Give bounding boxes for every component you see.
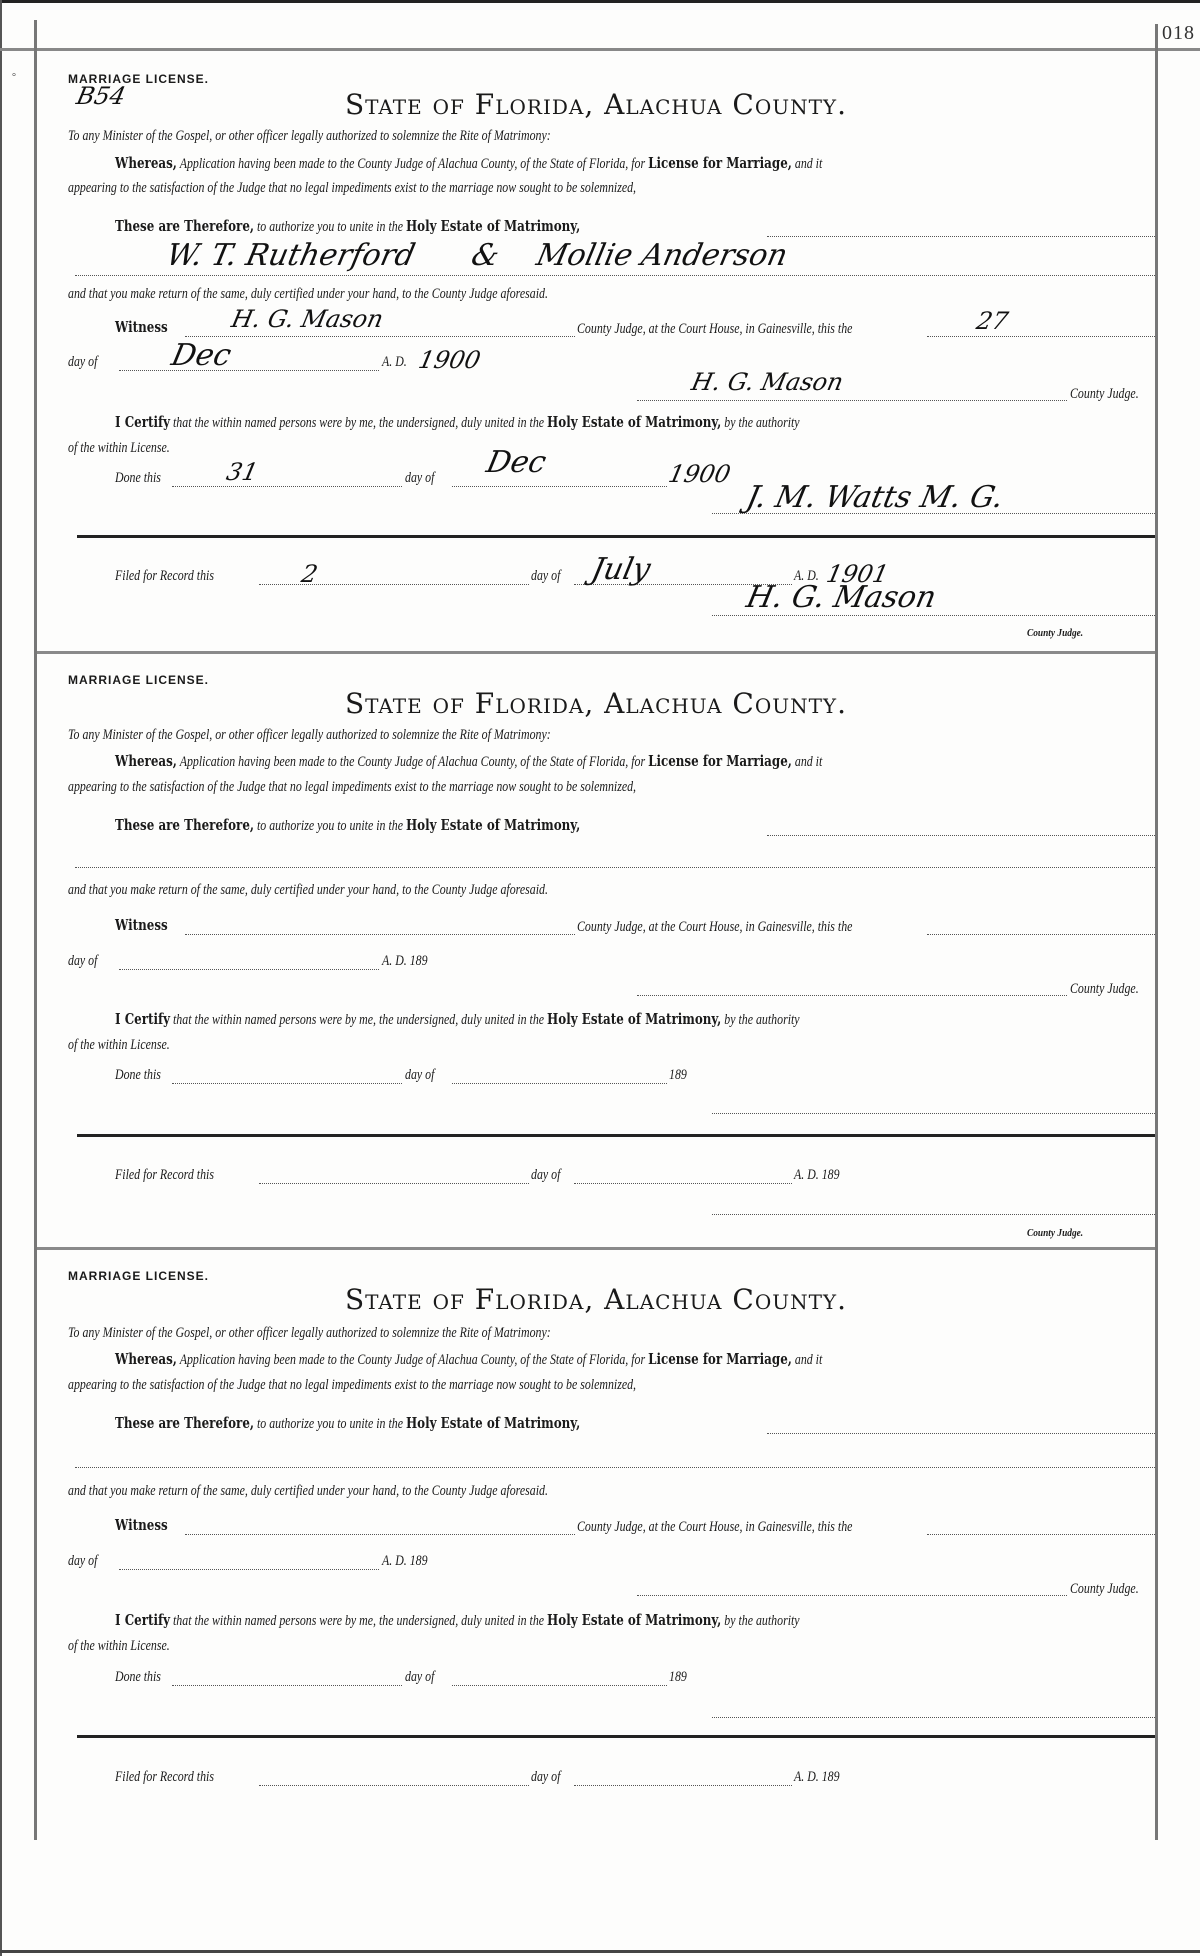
done-this-label: Done this — [115, 1067, 161, 1083]
filed-for-record-label: Filed for Record this — [115, 1769, 214, 1785]
whereas-label: Whereas, — [115, 155, 177, 172]
witness-label-wrap — [115, 1517, 168, 1535]
section-divider — [37, 1247, 1155, 1250]
witness-field-line[interactable] — [185, 1534, 575, 1535]
section-thick-rule — [77, 1735, 1155, 1738]
issue-month-field-line — [119, 370, 379, 371]
issue-month-field-line[interactable] — [119, 969, 379, 970]
these-text: to authorize you to unite in the — [257, 1416, 403, 1432]
done-year-label: 189 — [669, 1067, 687, 1083]
certify-text: that the within named persons were by me, the undersigned, duly united in the — [173, 1613, 545, 1629]
license-number: B54 — [74, 82, 129, 110]
whereas-line — [115, 753, 822, 771]
whereas-label: Whereas, — [115, 753, 177, 770]
done-day-of-label: day of — [405, 1067, 435, 1083]
license-header-label: MARRIAGE LICENSE. — [68, 1269, 210, 1283]
names-field-line-1[interactable] — [767, 1433, 1155, 1434]
license-title: State of Florida, Alachua County. — [344, 1283, 848, 1316]
done-day-field-line[interactable] — [172, 1083, 402, 1084]
county-judge-small-label: County Judge. — [1027, 627, 1084, 639]
appearing-line: appearing to the satisfaction of the Judge that no legal impediments exist to the marriage now sought to be solemnized, — [68, 180, 637, 196]
officiant-signature[interactable]: J. M. Watts M. G. — [743, 480, 1007, 515]
whereas-text: Application having been made to the County Judge of Alachua County, of the State of Florida, for — [179, 1352, 646, 1368]
filed-judge-signature[interactable]: H. G. Mason — [743, 580, 940, 615]
witness-field-line — [185, 336, 575, 337]
filed-month-field-line[interactable] — [574, 1183, 792, 1184]
filed-ad-label: A. D. — [794, 568, 819, 584]
license-title: State of Florida, Alachua County. — [344, 88, 848, 121]
done-day-field-line[interactable] — [172, 1685, 402, 1686]
day-of-label: day of — [68, 953, 98, 969]
return-line: and that you make return of the same, duly certified under your hand, to the County Judge aforesaid. — [68, 1483, 548, 1499]
right-margin-rule — [1155, 24, 1158, 1840]
whereas-line — [115, 155, 822, 173]
whereas-end: and it — [794, 1352, 823, 1368]
filed-judge-signature-line[interactable] — [712, 1214, 1155, 1215]
certify-text: that the within named persons were by me, the undersigned, duly united in the — [173, 415, 545, 431]
holy-estate-label-2: Holy Estate of Matrimony, — [547, 414, 722, 431]
filed-month[interactable]: July — [588, 552, 654, 587]
within-license-line: of the within License. — [68, 440, 170, 456]
address-line: To any Minister of the Gospel, or other officer legally authorized to solemnize the Rite of Matrimony: — [68, 128, 551, 144]
filed-day-of-label: day of — [531, 1769, 561, 1785]
filed-year[interactable]: 1901 — [824, 560, 892, 588]
section-thick-rule — [77, 535, 1155, 538]
margin-mark: ° — [12, 72, 16, 83]
names-field-line-2[interactable] — [75, 867, 1155, 868]
names-field-line-2 — [75, 275, 1155, 276]
within-license-line: of the within License. — [68, 1638, 170, 1654]
groom-name[interactable]: W. T. Rutherford — [163, 238, 419, 273]
done-year-label: 189 — [669, 1669, 687, 1685]
judge-signature-line[interactable] — [637, 995, 1067, 996]
certify-end: by the authority — [724, 415, 800, 431]
within-license-line: of the within License. — [68, 1037, 170, 1053]
officiant-signature-line[interactable] — [712, 1113, 1155, 1114]
filed-day-field-line[interactable] — [259, 1183, 529, 1184]
done-day-of-label: day of — [405, 1669, 435, 1685]
these-are-therefore-label: These are Therefore, — [115, 218, 255, 235]
license-for-marriage-label: License for Marriage, — [648, 155, 792, 172]
certify-line — [115, 1612, 800, 1630]
holy-estate-label-2: Holy Estate of Matrimony, — [547, 1612, 722, 1629]
issue-day-field-line[interactable] — [927, 934, 1155, 935]
these-line — [115, 817, 580, 835]
filed-day[interactable]: 2 — [299, 560, 321, 588]
these-text: to authorize you to unite in the — [257, 818, 403, 834]
whereas-label: Whereas, — [115, 1351, 177, 1368]
page-number: 018 — [1162, 22, 1195, 44]
done-this-label: Done this — [115, 1669, 161, 1685]
witness-label: Witness — [115, 917, 168, 934]
certify-end: by the authority — [724, 1613, 800, 1629]
marriage-license-3 — [37, 1247, 1155, 1847]
names-field-line-1[interactable] — [767, 835, 1155, 836]
issue-month[interactable]: Dec — [168, 338, 235, 373]
filed-for-record-label: Filed for Record this — [115, 568, 214, 584]
section-divider — [37, 651, 1155, 654]
witness-signature[interactable]: H. G. Mason — [229, 305, 386, 333]
these-are-therefore-label: These are Therefore, — [115, 817, 255, 834]
witness-label-wrap — [115, 917, 168, 935]
license-for-marriage-label: License for Marriage, — [648, 753, 792, 770]
section-thick-rule — [77, 1134, 1155, 1137]
county-judge-label: County Judge. — [1070, 981, 1139, 997]
issue-month-field-line[interactable] — [119, 1569, 379, 1570]
issue-day-field-line — [927, 336, 1155, 337]
ad-label: A. D. — [382, 354, 407, 370]
bride-name[interactable]: Mollie Anderson — [533, 238, 791, 273]
ad-label: A. D. 189 — [382, 1553, 428, 1569]
these-line — [115, 1415, 580, 1433]
ad-label: A. D. 189 — [382, 953, 428, 969]
filed-judge-signature-line — [712, 615, 1155, 616]
whereas-end: and it — [794, 754, 823, 770]
names-field-line-1 — [767, 236, 1155, 237]
filed-ad-label: A. D. 189 — [794, 1167, 840, 1183]
these-text: to authorize you to unite in the — [257, 219, 403, 235]
county-judge-label: County Judge. — [1070, 386, 1139, 402]
whereas-line — [115, 1351, 822, 1369]
judge-signature-line[interactable] — [637, 1595, 1067, 1596]
done-month[interactable]: Dec — [483, 445, 550, 480]
witness-label: Witness — [115, 319, 168, 336]
page-bottom-border — [0, 1950, 1200, 1953]
done-day-field-line — [172, 486, 402, 487]
issue-day-field-line[interactable] — [927, 1534, 1155, 1535]
judge-signature[interactable]: H. G. Mason — [689, 368, 846, 396]
holy-estate-label: Holy Estate of Matrimony, — [405, 1415, 581, 1432]
page-top-border — [0, 0, 1200, 3]
license-header-label: MARRIAGE LICENSE. — [68, 72, 210, 86]
whereas-text: Application having been made to the County Judge of Alachua County, of the State of Florida, for — [179, 156, 646, 172]
i-certify-label: I Certify — [115, 1011, 171, 1028]
done-month-field-line[interactable] — [452, 1083, 667, 1084]
whereas-text: Application having been made to the County Judge of Alachua County, of the State of Florida, for — [179, 754, 646, 770]
filed-day-field-line[interactable] — [259, 1785, 529, 1786]
return-line: and that you make return of the same, duly certified under your hand, to the County Judge aforesaid. — [68, 286, 548, 302]
whereas-end: and it — [794, 156, 823, 172]
filed-day-of-label: day of — [531, 1167, 561, 1183]
certify-line — [115, 414, 800, 432]
officiant-signature-line[interactable] — [712, 1717, 1155, 1718]
i-certify-label: I Certify — [115, 1612, 171, 1629]
marriage-license-2 — [37, 651, 1155, 1251]
holy-estate-label: Holy Estate of Matrimony, — [405, 817, 581, 834]
these-are-therefore-label: These are Therefore, — [115, 1415, 255, 1432]
holy-estate-label-2: Holy Estate of Matrimony, — [547, 1011, 722, 1028]
conjunction: & — [468, 238, 503, 273]
done-year[interactable]: 1900 — [666, 460, 734, 488]
done-day[interactable]: 31 — [224, 458, 261, 486]
done-month-field-line — [452, 486, 667, 487]
issue-day[interactable]: 27 — [974, 307, 1011, 335]
issue-year[interactable]: 1900 — [416, 346, 484, 374]
court-house-text: County Judge, at the Court House, in Gainesville, this the — [577, 919, 853, 935]
filed-ad-label: A. D. 189 — [794, 1769, 840, 1785]
names-field-line-2[interactable] — [75, 1467, 1155, 1468]
certify-line — [115, 1011, 800, 1029]
license-for-marriage-label: License for Marriage, — [648, 1351, 792, 1368]
certify-end: by the authority — [724, 1012, 800, 1028]
address-line: To any Minister of the Gospel, or other officer legally authorized to solemnize the Rite of Matrimony: — [68, 727, 551, 743]
done-this-label: Done this — [115, 470, 161, 486]
license-header-label: MARRIAGE LICENSE. — [68, 673, 210, 687]
holy-estate-label: Holy Estate of Matrimony, — [405, 218, 581, 235]
county-judge-small-label: County Judge. — [1027, 1227, 1084, 1239]
witness-label-wrap — [115, 319, 168, 337]
day-of-label: day of — [68, 1553, 98, 1569]
judge-signature-line — [637, 400, 1067, 401]
appearing-line: appearing to the satisfaction of the Judge that no legal impediments exist to the marriage now sought to be solemnized, — [68, 779, 637, 795]
appearing-line: appearing to the satisfaction of the Judge that no legal impediments exist to the marriage now sought to be solemnized, — [68, 1377, 637, 1393]
court-house-text: County Judge, at the Court House, in Gainesville, this the — [577, 321, 853, 337]
done-day-of-label: day of — [405, 470, 435, 486]
certify-text: that the within named persons were by me, the undersigned, duly united in the — [173, 1012, 545, 1028]
filed-month-field-line[interactable] — [574, 1785, 792, 1786]
return-line: and that you make return of the same, duly certified under your hand, to the County Judge aforesaid. — [68, 882, 548, 898]
i-certify-label: I Certify — [115, 414, 171, 431]
done-month-field-line[interactable] — [452, 1685, 667, 1686]
marriage-license-1 — [37, 50, 1155, 650]
witness-field-line[interactable] — [185, 934, 575, 935]
license-title: State of Florida, Alachua County. — [344, 687, 848, 720]
page-left-border — [0, 0, 2, 1956]
county-judge-label: County Judge. — [1070, 1581, 1139, 1597]
witness-label: Witness — [115, 1517, 168, 1534]
day-of-label: day of — [68, 354, 98, 370]
filed-day-of-label: day of — [531, 568, 561, 584]
court-house-text: County Judge, at the Court House, in Gainesville, this the — [577, 1519, 853, 1535]
these-line — [115, 218, 580, 236]
address-line: To any Minister of the Gospel, or other officer legally authorized to solemnize the Rite of Matrimony: — [68, 1325, 551, 1341]
filed-for-record-label: Filed for Record this — [115, 1167, 214, 1183]
